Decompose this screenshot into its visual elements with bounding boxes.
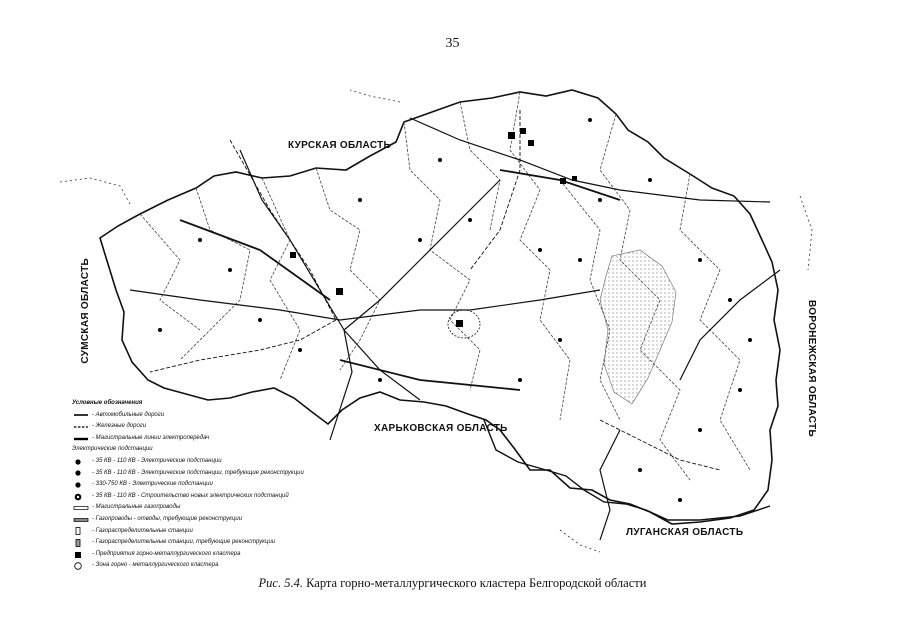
- region-sumy: СУМСКАЯ ОБЛАСТЬ: [80, 258, 91, 364]
- legend-item: [72, 502, 304, 514]
- substation-dot-icon: [72, 458, 90, 466]
- figure-title: Карта горно-металлургического кластера Белгородской области: [306, 576, 647, 590]
- legend-item: [72, 421, 304, 433]
- substation-dot-icon: [72, 469, 90, 477]
- map-legend: [72, 398, 304, 572]
- legend-item: [72, 410, 304, 422]
- legend-item-label: Электрические подстанции: [72, 446, 153, 453]
- legend-item: [72, 479, 304, 491]
- legend-item-label: - Газораспределительные станции, требующие реконструкции: [92, 539, 276, 546]
- railway-line-icon: [72, 423, 90, 431]
- power-line-icon: [72, 435, 90, 443]
- legend-item-label: - Магистральные газопроводы: [92, 504, 181, 511]
- legend-item-label: - Газопроводы - отводы, требующие реконструкции: [92, 515, 243, 522]
- legend-item: [72, 514, 304, 526]
- legend-item-label: - Предприятия горно-металлургического кластера: [92, 550, 241, 557]
- legend-item: [72, 456, 304, 468]
- legend-item-label: - 35 КВ - 110 КВ - Электрические подстанции: [92, 457, 222, 464]
- legend-item: [72, 444, 304, 456]
- zone-circle-icon: [72, 562, 90, 570]
- legend-item-label: - 35 КВ - 110 КВ - Электрические подстанции, требующие реконструкции: [92, 469, 304, 476]
- legend-item-label: - 35 КВ - 110 КВ - Строительство новых электрических подстанций: [92, 492, 289, 499]
- legend-item-label: - Магистральные линии электропередач: [92, 434, 210, 441]
- gas-branch-icon: [72, 516, 90, 524]
- gas-station-icon: [72, 527, 90, 535]
- legend-item-label: - Зона горно - металлургического кластера: [92, 562, 219, 569]
- figure-number: Рис. 5.4.: [258, 576, 303, 590]
- figure-caption: [0, 576, 905, 591]
- substation-dot-icon: [72, 481, 90, 489]
- road-line-icon: [72, 411, 90, 419]
- legend-item: [72, 526, 304, 538]
- region-luhansk: ЛУГАНСКАЯ ОБЛАСТЬ: [626, 527, 744, 538]
- region-kharkiv: ХАРЬКОВСКАЯ ОБЛАСТЬ: [374, 423, 508, 434]
- substation-dot-ring-icon: [72, 493, 90, 501]
- legend-item: [72, 491, 304, 503]
- legend-item: [72, 537, 304, 549]
- gas-station-rebuild-icon: [72, 539, 90, 547]
- legend-item-label: - Железные дороги: [92, 423, 147, 430]
- legend-item-label: - 330-750 КВ - Электрические подстанции: [92, 481, 213, 488]
- legend-item-label: - Газораспределительные станции: [92, 527, 193, 534]
- page-number: 35: [445, 36, 460, 51]
- enterprise-square-icon: [72, 551, 90, 559]
- region-kursk: КУРСКАЯ ОБЛАСТЬ: [288, 140, 391, 151]
- legend-item: [72, 549, 304, 561]
- legend-item: [72, 433, 304, 445]
- legend-item: [72, 468, 304, 480]
- region-voronezh: ВОРОНЕЖСКАЯ ОБЛАСТЬ: [806, 300, 817, 437]
- legend-title: Условные обозначения: [72, 400, 143, 406]
- legend-item: [72, 560, 304, 572]
- gas-pipeline-icon: [72, 504, 90, 512]
- legend-item-label: - Автомобильные дороги: [92, 411, 165, 418]
